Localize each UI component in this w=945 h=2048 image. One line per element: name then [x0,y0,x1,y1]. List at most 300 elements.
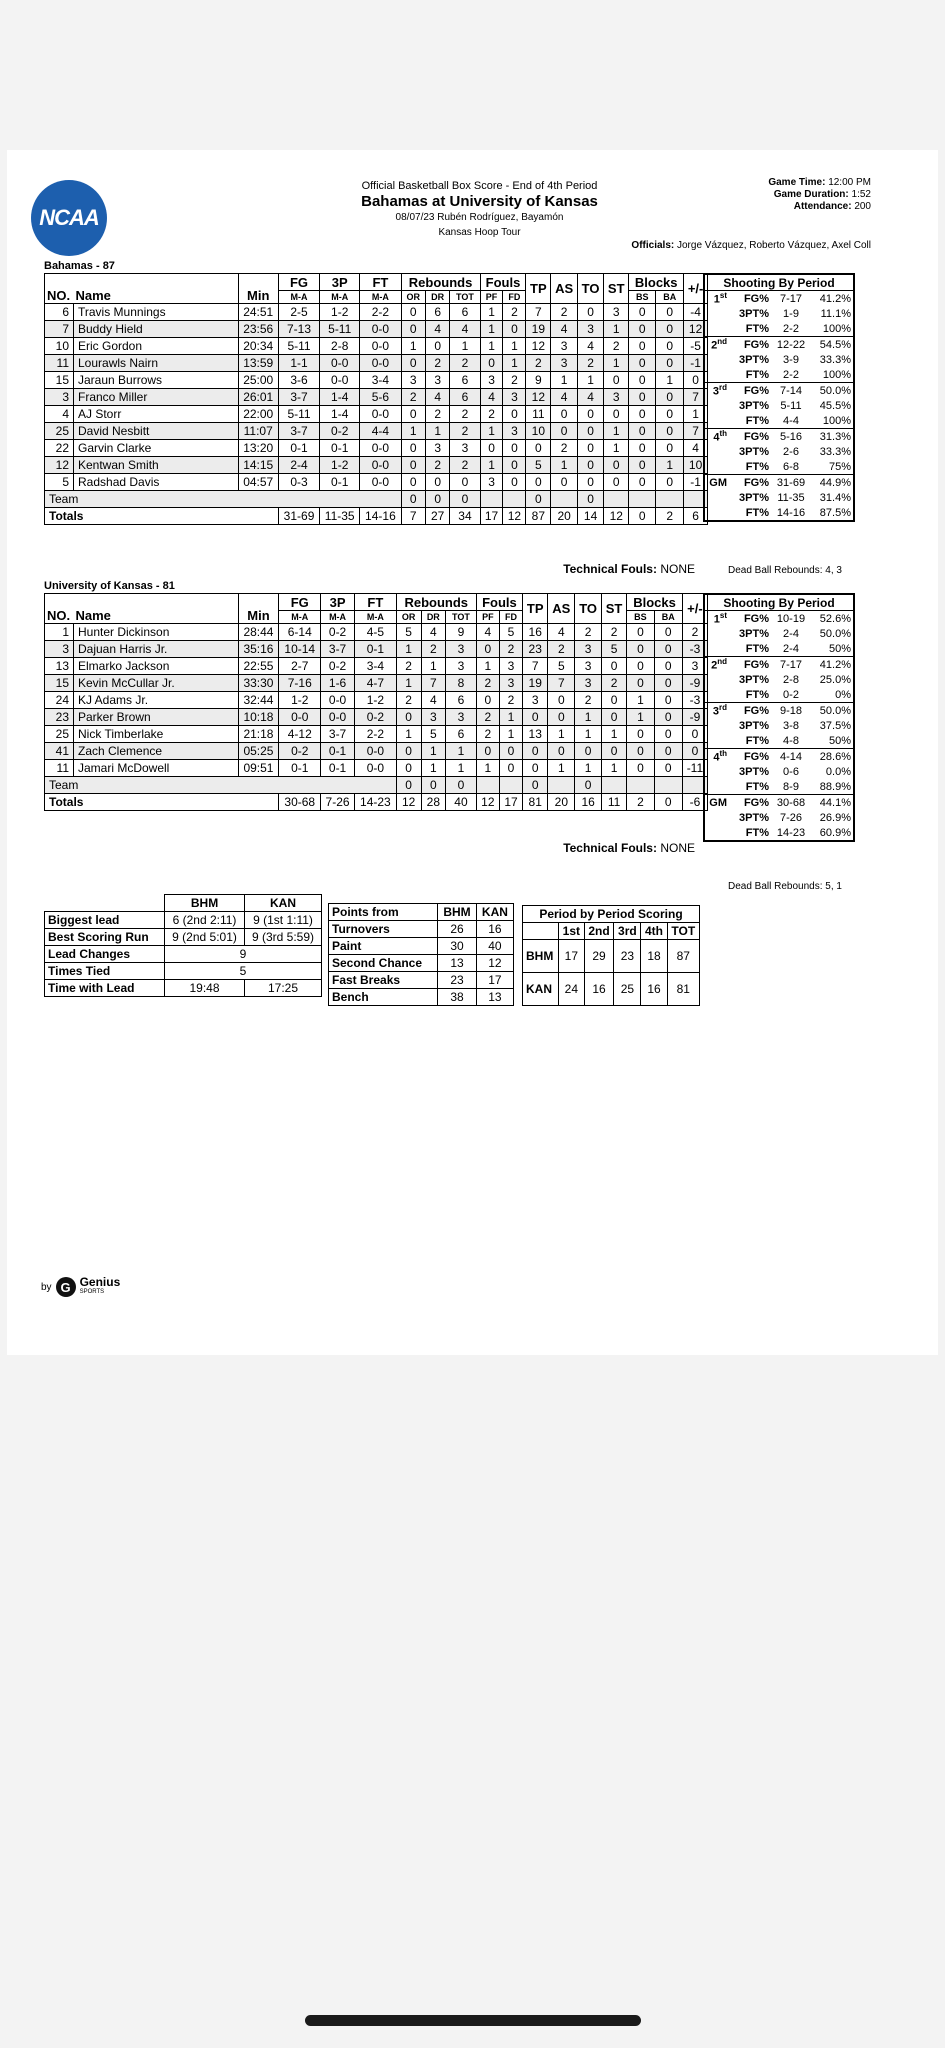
stat-cell: 3 [480,372,503,389]
shooting-row [704,490,854,505]
total-cell: 12 [604,508,629,525]
points-header [329,904,514,921]
stat-cell: 4 [577,389,603,406]
period-team: BHM [523,940,559,973]
player-name: Garvin Clarke [74,440,239,457]
total-cell: 14-23 [355,794,397,811]
stat-cell: 0 [577,474,603,491]
subcol: BA [656,291,684,304]
period-col: TOT [667,923,699,940]
shot-pct: 33.3% [819,445,851,458]
shot-pct: 45.5% [819,399,851,412]
stat-cell: 1 [551,457,578,474]
shot-pct: 100% [822,322,851,335]
shot-type: FG% [729,795,771,811]
stat-cell: 0 [629,372,656,389]
points-value: 16 [476,921,513,938]
genius-sports-branding [41,1277,120,1297]
stat-cell: 4 [548,624,575,641]
stat-cell: 0 [627,658,654,675]
report-subtitle: Official Basketball Box Score - End of 4th Period [361,180,598,192]
points-value: 23 [438,972,477,989]
stat-cell: 3 [604,389,629,406]
shooting-title: Shooting By Period [704,274,854,291]
stat-cell: 0 [421,777,446,794]
period-label [704,490,729,505]
shot-pct: 25.0% [819,673,851,686]
player-row [45,406,708,423]
shot-pct: 41.2% [811,657,854,673]
subcol: OR [401,291,426,304]
period-col: 2nd [584,923,614,940]
period-number: 4 [713,751,720,764]
stat-cell: 1 [604,321,629,338]
stat-cell: 4 [426,321,450,338]
shot-made-attempted: 0-2 [783,688,799,701]
stat-cell: 1 [503,338,526,355]
points-row [329,989,514,1006]
stat-cell: 5 [548,658,575,675]
shot-made-attempted: 31-69 [771,475,811,491]
stat-cell: 3 [426,372,450,389]
shot-pct: 75% [828,460,851,473]
stat-cell: 1 [604,440,629,457]
total-cell: 2 [656,508,684,525]
player-row [45,457,708,474]
period-label [704,505,729,521]
stat-cell: 1-2 [320,304,360,321]
shot-pct: 88.9% [819,780,851,793]
shooting-row [704,444,854,459]
points-category: Fast Breaks [329,972,438,989]
period-suffix: rd [719,383,727,393]
stat-cell: 0 [654,641,682,658]
shot-made-attempted: 2-8 [783,673,799,686]
shot-made-attempted: 4-14 [771,749,811,765]
stat-cell: 5-11 [278,338,319,355]
stat-cell: 1 [480,423,503,440]
stat-cell: -1 [684,474,708,491]
total-cell: 11-35 [320,508,360,525]
player-name: Lourawls Nairn [74,355,239,372]
stat-cell: 0 [654,726,682,743]
stat-cell: 0 [577,406,603,423]
stat-cell: 9 [446,624,477,641]
total-cell: 7-26 [321,794,355,811]
shot-made-attempted: 3-8 [783,719,799,732]
stat-cell: 1 [480,457,503,474]
player-number: 7 [45,321,74,338]
col-blocks: Blocks [629,274,684,291]
stat-cell: 1 [480,304,503,321]
stat-cell: 0 [654,743,682,760]
shot-type: FT% [745,780,769,793]
stat-cell: 7 [684,389,708,406]
game-date-venue: 08/07/23 Rubén Rodríguez, Bayamón [395,212,564,223]
by-label: by [41,1281,52,1293]
stat-cell: 0 [526,491,551,508]
col-no: NO. [45,594,74,624]
stat-cell: 3 [499,658,522,675]
col-min: Min [238,274,278,304]
shot-pct: 44.9% [811,475,854,491]
period-suffix: nd [717,337,727,347]
period-col: 1st [559,923,585,940]
period-number: 2 [711,659,718,672]
team2-dead-ball-rebounds: Dead Ball Rebounds: 5, 1 [728,881,842,892]
stat-cell: 7 [684,423,708,440]
player-number: 1 [45,624,74,641]
summary-row [45,912,322,929]
shot-made-attempted: 9-18 [771,703,811,719]
stat-cell: 1 [601,760,626,777]
stat-cell: 13:20 [238,440,278,457]
points-value: 40 [476,938,513,955]
player-number: 10 [45,338,74,355]
stat-cell: 4 [421,692,446,709]
total-cell: 14 [577,508,603,525]
shot-type: FG% [729,383,771,399]
period-label [704,779,729,795]
stat-cell: 2-7 [279,658,321,675]
total-cell: 7 [401,508,426,525]
shot-type: FT% [745,322,769,335]
player-name: Kentwan Smith [74,457,239,474]
stat-cell: 1 [604,423,629,440]
stat-cell: 1-6 [321,675,355,692]
stat-cell: 19 [526,321,551,338]
period-row [523,940,700,973]
shot-pct: 31.4% [819,491,851,504]
shot-pct: 0.0% [825,765,851,778]
shot-pct: 41.2% [819,292,851,305]
shot-pct: 0% [835,688,851,701]
total-cell: 12 [476,794,499,811]
stat-cell: 0-0 [321,692,355,709]
shot-made-attempted: 6-8 [783,460,799,473]
stat-cell: 0-3 [278,474,319,491]
shot-pct: 50.0% [811,703,854,719]
stat-cell: 3 [499,675,522,692]
stat-cell: 0 [548,709,575,726]
total-cell: 16 [575,794,602,811]
stat-cell: 0 [401,321,426,338]
stat-cell: 10 [526,423,551,440]
total-cell: 87 [526,508,551,525]
stat-cell: 1 [421,658,446,675]
stat-cell: 1 [575,760,602,777]
player-row [45,338,708,355]
stat-cell: 0 [396,777,421,794]
stat-cell: 0 [601,709,626,726]
event-name: Kansas Hoop Tour [438,227,521,238]
stat-cell: 0 [523,743,548,760]
shot-made-attempted: 2-4 [783,642,799,655]
period-label [704,733,729,749]
col-no: NO. [45,274,74,304]
shot-pct: 31.3% [811,429,854,445]
stat-cell [629,491,656,508]
period-score: 16 [584,973,614,1006]
shooting-title: Shooting By Period [704,594,854,611]
stat-cell: 0 [601,658,626,675]
shot-pct: 50.0% [819,627,851,640]
stat-cell: 2 [526,355,551,372]
stat-cell: 10 [684,457,708,474]
player-number: 5 [45,474,74,491]
period-score: 18 [641,940,667,973]
shot-type: 3PT% [739,673,769,686]
stat-cell: 0 [604,474,629,491]
stat-cell: 0-0 [355,743,397,760]
stat-cell: 0 [627,743,654,760]
stat-cell: -11 [682,760,707,777]
stat-cell: 2-2 [360,304,401,321]
stat-cell: 0 [654,658,682,675]
stat-cell: 1 [551,372,578,389]
col-ft: FT [360,274,401,291]
shot-type: FG% [729,657,771,673]
stat-cell: 22:00 [238,406,278,423]
stat-cell: 0 [480,440,503,457]
subcol: M-A [321,611,355,624]
shot-type: FG% [743,292,769,305]
stat-cell: 0-0 [360,457,401,474]
shot-type: 3PT% [739,399,769,412]
stat-cell: 2-4 [278,457,319,474]
shot-made-attempted: 2-4 [783,627,799,640]
stat-cell: 0-0 [360,321,401,338]
stat-cell: 0 [450,474,480,491]
stat-cell: 2 [601,675,626,692]
stat-cell: 0-0 [360,440,401,457]
stat-cell: 0 [629,457,656,474]
subcol: M-A [278,291,319,304]
player-number: 11 [45,355,74,372]
stat-cell: 21:18 [238,726,279,743]
stat-cell: 26:01 [238,389,278,406]
period-label [704,398,729,413]
stat-cell: 5 [396,624,421,641]
points-row [329,938,514,955]
points-category: Turnovers [329,921,438,938]
stat-cell: 0 [551,423,578,440]
col-tp: TP [523,594,548,624]
points-value: 13 [476,989,513,1006]
player-number: 12 [45,457,74,474]
stat-cell: 9 [526,372,551,389]
stat-cell: 6 [450,372,480,389]
stat-cell: 0 [523,760,548,777]
total-cell: 12 [503,508,526,525]
col-fg: FG [279,594,321,611]
stat-cell: 6 [446,726,477,743]
shot-type: FG% [729,337,771,353]
player-row [45,321,708,338]
stat-cell: 0 [523,777,548,794]
col-st: ST [604,274,629,304]
shot-pct: 44.1% [811,795,854,811]
stat-cell: 1 [480,321,503,338]
stat-cell: 3 [401,372,426,389]
stat-cell: 0 [656,321,684,338]
stat-cell: 0 [476,743,499,760]
home-indicator[interactable] [305,2015,641,2026]
stat-cell: 0-0 [355,760,397,777]
stat-cell: 0 [627,726,654,743]
stat-cell: -3 [682,692,707,709]
stat-cell: 3 [604,304,629,321]
header-row [45,594,708,611]
stat-cell: 0 [548,743,575,760]
stat-cell: 0 [601,692,626,709]
player-number: 23 [45,709,74,726]
stat-cell: 1 [446,760,477,777]
player-number: 11 [45,760,74,777]
subcol: TOT [446,611,477,624]
total-cell: 2 [627,794,654,811]
shooting-row [704,703,854,719]
stat-cell: 0 [577,423,603,440]
player-number: 41 [45,743,74,760]
stat-cell: 0 [401,406,426,423]
genius-logo-icon: G [56,1277,76,1297]
stat-cell: 1 [627,692,654,709]
subcol: M-A [355,611,397,624]
shot-type: FT% [745,414,769,427]
stat-cell: 0-0 [320,355,360,372]
total-cell: 17 [480,508,503,525]
shooting-row [704,687,854,703]
points-row [329,955,514,972]
stat-cell: 0 [604,406,629,423]
player-name: Hunter Dickinson [74,624,239,641]
points-value: 26 [438,921,477,938]
player-number: 13 [45,658,74,675]
points-value: 30 [438,938,477,955]
stat-cell: 0-1 [320,440,360,457]
player-row [45,658,708,675]
col-blocks: Blocks [627,594,683,611]
stat-cell: 22:55 [238,658,279,675]
stat-cell: 4 [577,338,603,355]
period-suffix: nd [717,657,727,667]
stat-cell: 0 [503,440,526,457]
stat-cell: 23 [523,641,548,658]
period-score: 24 [559,973,585,1006]
shot-made-attempted: 30-68 [771,795,811,811]
stat-cell: 1 [627,709,654,726]
player-name: Jamari McDowell [74,760,239,777]
stat-cell: 3 [450,440,480,457]
shooting-row [704,657,854,673]
summary-value: 17:25 [245,980,322,997]
stat-cell: 0 [627,760,654,777]
stat-cell: 0 [503,406,526,423]
shot-pct: 28.6% [811,749,854,765]
period-score: 81 [667,973,699,1006]
stat-cell: 2-5 [278,304,319,321]
stat-cell: 3-4 [355,658,397,675]
stat-cell: 2-8 [320,338,360,355]
stat-cell: 0 [629,440,656,457]
shooting-row [704,413,854,429]
stat-cell: 1 [396,641,421,658]
shot-pct: 60.9% [819,826,851,839]
period-number: GM [709,476,727,489]
team2-technical-fouls: Technical Fouls: NONE [563,841,695,855]
player-row [45,624,708,641]
summary-team2: KAN [245,895,322,912]
stat-cell: 3 [446,658,477,675]
period-suffix: rd [719,703,727,713]
stat-cell: 04:57 [238,474,278,491]
team1-box-score [44,273,708,525]
period-blank [523,923,559,940]
summary-label: Times Tied [45,963,165,980]
summary-value: 19:48 [165,980,245,997]
period-label [704,687,729,703]
stat-cell: 0 [450,491,480,508]
shot-pct: 50% [828,642,851,655]
period-label [704,718,729,733]
shot-pct: 100% [822,368,851,381]
stat-cell: 3 [523,692,548,709]
stat-cell: 0 [503,474,526,491]
period-header-row [523,923,700,940]
stat-cell: 2 [396,658,421,675]
stat-cell: 0 [654,675,682,692]
points-from-table [328,903,514,1006]
team1-dead-ball-rebounds: Dead Ball Rebounds: 4, 3 [728,565,842,576]
stat-cell: 0 [656,440,684,457]
stat-cell: 0-0 [321,709,355,726]
shot-type: FT% [745,460,769,473]
stat-cell: 2 [604,338,629,355]
stat-cell: 0 [629,423,656,440]
shot-pct: 54.5% [811,337,854,353]
stat-cell: 3 [551,355,578,372]
shot-made-attempted: 8-9 [783,780,799,793]
summary-team1: BHM [165,895,245,912]
stat-cell: 0 [476,692,499,709]
col-rebounds: Rebounds [401,274,480,291]
period-suffix: th [719,749,727,759]
shot-made-attempted: 7-17 [771,657,811,673]
stat-cell: 5 [601,641,626,658]
stat-cell: 3 [682,658,707,675]
subcol: OR [396,611,421,624]
player-row [45,641,708,658]
stat-cell: 1 [450,338,480,355]
stat-cell: 0 [629,474,656,491]
stat-cell: 4-4 [360,423,401,440]
shot-type: FT% [745,734,769,747]
shooting-row [704,795,854,811]
stat-cell: 12 [526,338,551,355]
stat-cell [476,777,499,794]
team2-box-score [44,593,708,811]
shooting-row [704,291,854,307]
points-team1: BHM [438,904,477,921]
shot-pct: 33.3% [819,353,851,366]
stat-cell [604,491,629,508]
total-cell: 17 [499,794,522,811]
shooting-row [704,672,854,687]
period-team: KAN [523,973,559,1006]
stat-cell: 0-1 [279,760,321,777]
stat-cell: 0 [654,624,682,641]
